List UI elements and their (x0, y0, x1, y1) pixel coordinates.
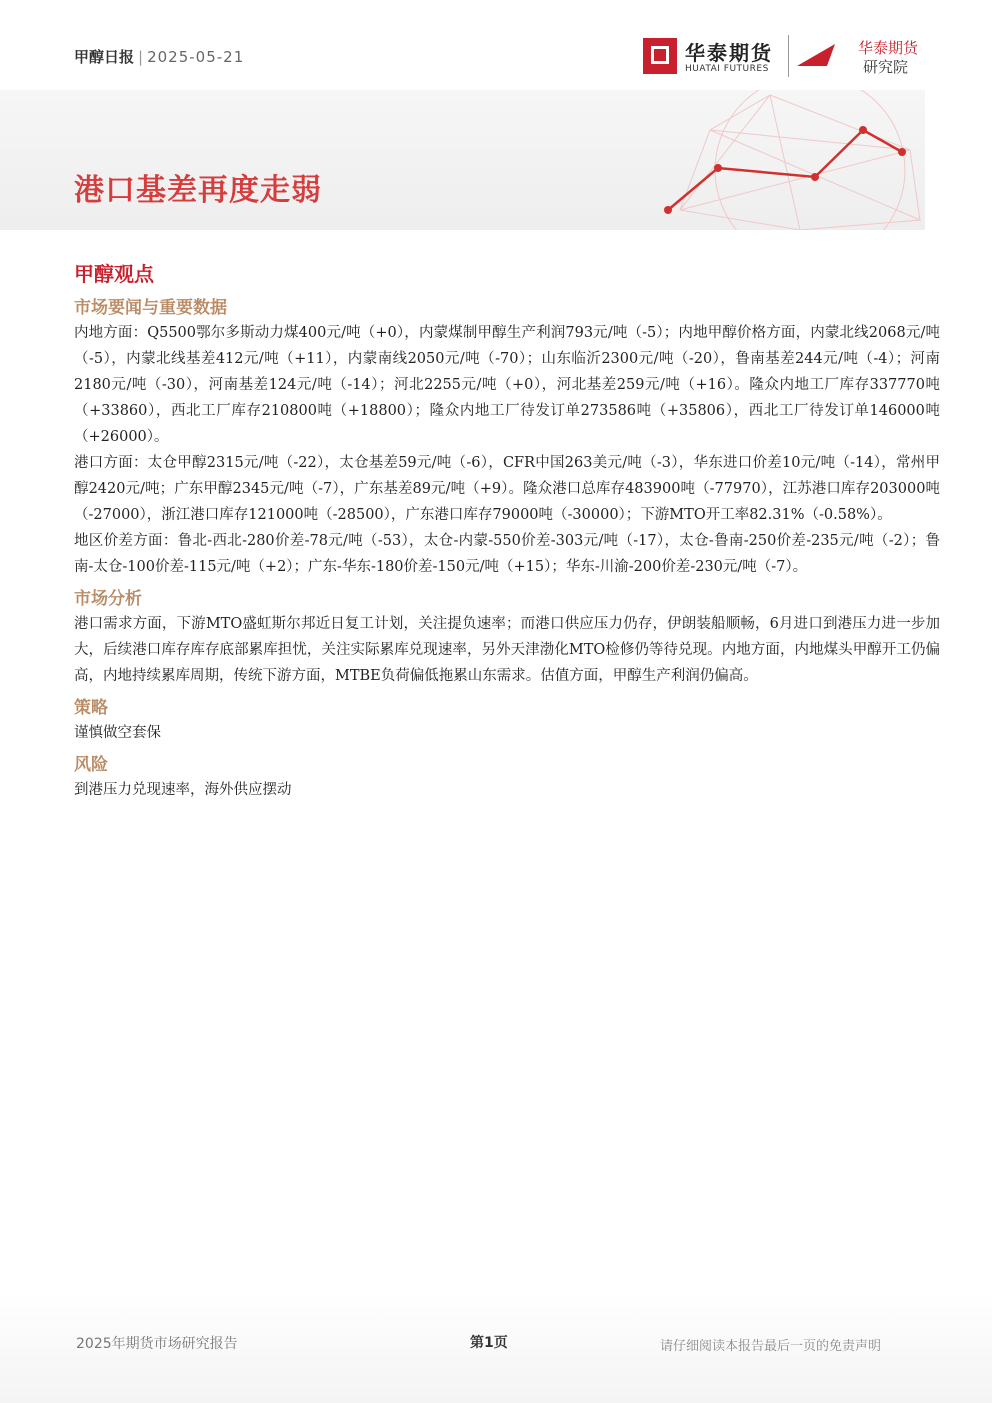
page-footer (0, 1290, 992, 1403)
report-date: 2025-05-21 (147, 48, 245, 66)
news-paragraph-inland: 内地方面：Q5500鄂尔多斯动力煤400元/吨（+0），内蒙煤制甲醇生产利润793元/吨（-5）；内地甲醇价格方面，内蒙北线2068元/吨（-5），内蒙北线基差412元/吨（+11），内蒙南线2050元/吨（-70）；山东临沂2300元/吨（-20），鲁南基差244元/吨（-4）；河南2180元/吨（-30），河南基差124元/吨（-14）；河北2255元/吨（+0），河北基差259元/吨（+16）。隆众内地工厂库存337770吨（+33860），西北工厂库存210800吨（+18800）；隆众内地工厂待发订单273586吨（+35806），西北工厂待发订单146000吨（+26000）。 (74, 325, 940, 445)
report-body (74, 258, 940, 803)
network-graphic-icon (620, 90, 925, 230)
footer-disclaimer: 请仔细阅读本报告最后一页的免责声明 (660, 1339, 882, 1354)
news-paragraph-port: 港口方面：太仓甲醇2315元/吨（-22），太仓基差59元/吨（-6），CFR中国263美元/吨（-3），华东进口价差10元/吨（-14），常州甲醇2420元/吨；广东甲醇2345元/吨（-7），广东基差89元/吨（+9）。隆众港口总库存483900吨（-77970），江苏港口库存203000吨（-27000），浙江港口库存121000吨（-28500），广东港口库存79000吨（-30000）；下游MTO开工率82.31%（-0.58%）。 (74, 455, 940, 523)
institute-name-line2: 研究院 (863, 58, 909, 76)
report-header (74, 46, 244, 67)
strategy-paragraph: 谨慎做空套保 (74, 725, 161, 741)
section-news-title: 市场要闻与重要数据 (74, 298, 227, 318)
institute-logo-icon (797, 44, 835, 66)
footer-report-name: 2025年期货市场研究报告 (76, 1336, 238, 1352)
institute-name-line1: 华泰期货 (858, 39, 919, 57)
report-title: 港口基差再度走弱 (74, 173, 322, 208)
logo-cn-text: 华泰期货 (685, 41, 773, 65)
title-banner (0, 90, 925, 230)
logo-divider (788, 35, 789, 77)
report-type: 甲醇日报 (74, 48, 135, 66)
logo-en-text: HUATAI FUTURES (685, 64, 769, 74)
section-main-title: 甲醇观点 (74, 262, 154, 286)
huatai-logo-icon (643, 38, 677, 74)
risk-paragraph: 到港压力兑现速率，海外供应摆动 (74, 782, 292, 798)
header-separator: | (138, 48, 144, 66)
company-logo (643, 38, 933, 86)
page-number: 第1页 (470, 1335, 508, 1351)
section-strategy-title: 策略 (74, 698, 108, 718)
section-analysis-title: 市场分析 (74, 589, 142, 609)
section-risk-title: 风险 (74, 755, 108, 775)
news-paragraph-spread: 地区价差方面：鲁北-西北-280价差-78元/吨（-53），太仓-内蒙-550价差-303元/吨（-17），太仓-鲁南-250价差-235元/吨（-2）；鲁南-太仓-100价差-115元/吨（+2）；广东-华东-180价差-150元/吨（+15）；华东-川渝-200价差-230元/吨（-7）。 (74, 533, 940, 575)
analysis-paragraph: 港口需求方面，下游MTO盛虹斯尔邦近日复工计划，关注提负速率；而港口供应压力仍存，伊朗装船顺畅，6月进口到港压力进一步加大，后续港口库存库存底部累库担忧，关注实际累库兑现速率，另外天津渤化MTO检修仍等待兑现。内地方面，内地煤头甲醇开工仍偏高，内地持续累库周期，传统下游方面，MTBE负荷偏低拖累山东需求。估值方面，甲醇生产利润仍偏高。 (74, 616, 940, 684)
